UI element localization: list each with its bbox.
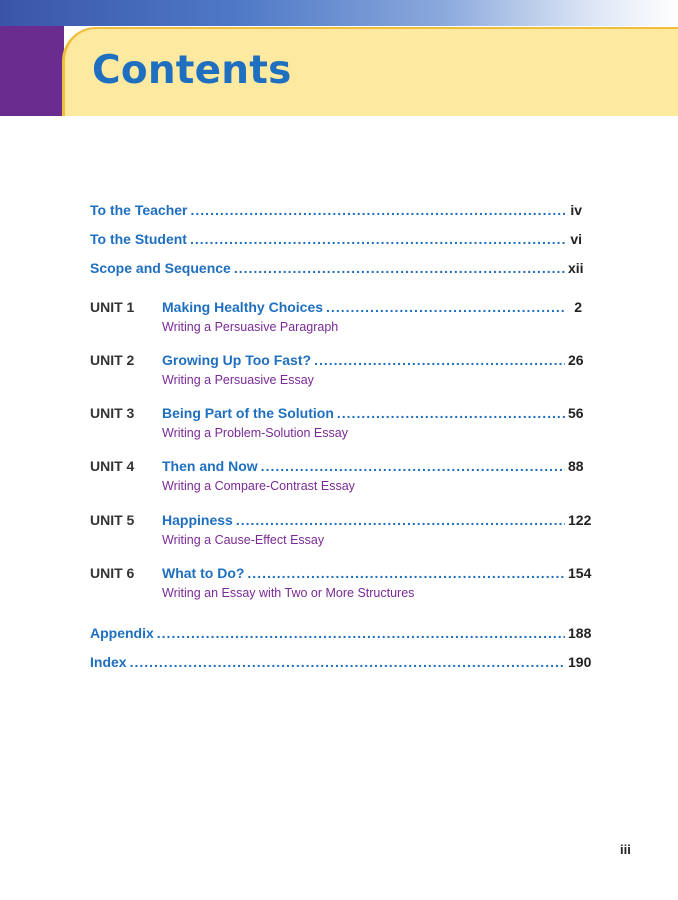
unit-label: UNIT 2 — [90, 352, 135, 368]
toc-entry-to-the-teacher[interactable] — [90, 200, 582, 220]
toc-entry-title: Being Part of the Solution — [162, 405, 334, 421]
toc-page-number: 190 — [568, 654, 592, 670]
toc-page-number: iv — [570, 202, 582, 218]
toc-entry-title: Scope and Sequence — [90, 260, 231, 276]
toc-page-number: 88 — [568, 458, 584, 474]
unit-subtitle: Writing a Problem-Solution Essay — [162, 426, 348, 440]
toc-entry-title: Growing Up Too Fast? — [162, 352, 312, 368]
toc-entry-title: Appendix — [90, 625, 154, 641]
dot-leader — [326, 297, 565, 317]
toc-entry-title: To the Student — [90, 231, 187, 247]
unit-label: UNIT 3 — [90, 405, 135, 421]
top-gradient-strip — [0, 0, 678, 26]
unit-label: UNIT 4 — [90, 458, 135, 474]
dot-leader — [190, 229, 565, 249]
dot-leader — [314, 350, 565, 370]
unit-label: UNIT 1 — [90, 299, 135, 315]
toc-entry-unit-2[interactable] — [90, 350, 582, 370]
unit-label: UNIT 5 — [90, 512, 135, 528]
toc-page-number: 122 — [568, 512, 592, 528]
toc-entry-unit-5[interactable] — [90, 510, 592, 530]
purple-side-band — [0, 26, 64, 116]
dot-leader — [157, 623, 565, 643]
unit-subtitle: Writing a Compare-Contrast Essay — [162, 479, 355, 493]
toc-entry-unit-1[interactable] — [90, 297, 582, 317]
toc-page-number: 154 — [568, 565, 592, 581]
page-number-folio: iii — [620, 842, 631, 857]
toc-entry-title: Happiness — [162, 512, 233, 528]
toc-entry-unit-3[interactable] — [90, 403, 582, 423]
page-title: Contents — [92, 48, 292, 93]
toc-entry-scope-and-sequence[interactable] — [90, 258, 582, 278]
dot-leader — [130, 652, 565, 672]
dot-leader — [191, 200, 565, 220]
dot-leader — [261, 456, 565, 476]
toc-entry-to-the-student[interactable] — [90, 229, 582, 249]
dot-leader — [236, 510, 565, 530]
toc-page-number: 2 — [574, 299, 582, 315]
dot-leader — [247, 563, 565, 583]
toc-entry-unit-6[interactable] — [90, 563, 592, 583]
toc-entry-title: Making Healthy Choices — [162, 299, 324, 315]
unit-label: UNIT 6 — [90, 565, 135, 581]
unit-subtitle: Writing an Essay with Two or More Structures — [162, 586, 415, 600]
toc-page-number: xii — [568, 260, 584, 276]
toc-entry-title: Then and Now — [162, 458, 258, 474]
toc-page-number: vi — [570, 231, 582, 247]
toc-page-number: 56 — [568, 405, 584, 421]
toc-entry-unit-4[interactable] — [90, 456, 582, 476]
toc-entry-title: What to Do? — [162, 565, 245, 581]
dot-leader — [337, 403, 565, 423]
toc-page-number: 26 — [568, 352, 584, 368]
toc-entry-title: To the Teacher — [90, 202, 188, 218]
dot-leader — [234, 258, 565, 278]
toc-entry-index[interactable] — [90, 652, 592, 672]
toc-page-number: 188 — [568, 625, 592, 641]
unit-subtitle: Writing a Cause-Effect Essay — [162, 533, 325, 547]
unit-subtitle: Writing a Persuasive Paragraph — [162, 320, 339, 334]
toc-entry-appendix[interactable] — [90, 623, 592, 643]
toc-entry-title: Index — [90, 654, 127, 670]
unit-subtitle: Writing a Persuasive Essay — [162, 373, 314, 387]
